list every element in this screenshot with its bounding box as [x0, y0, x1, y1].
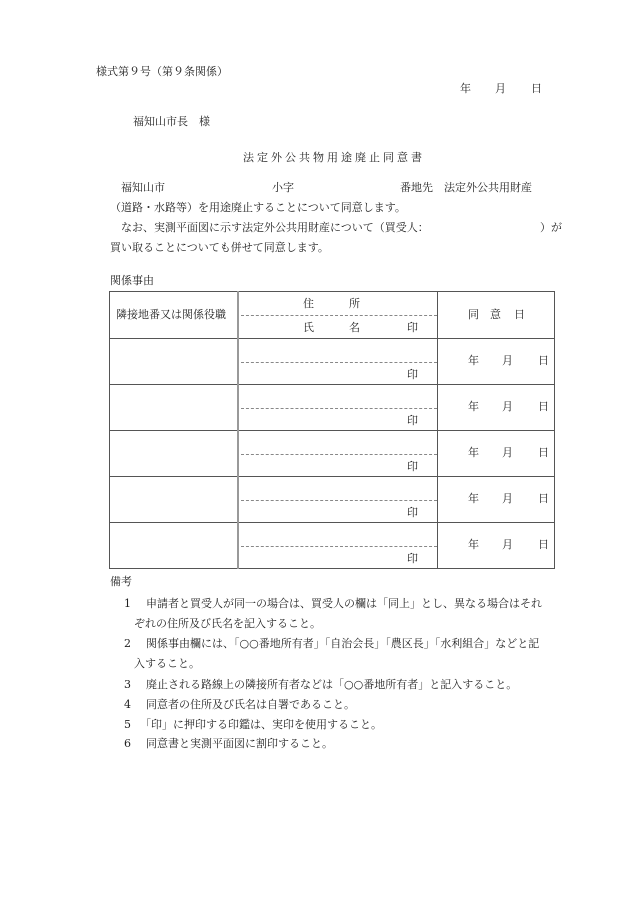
- date-cell[interactable]: [438, 339, 555, 385]
- header-address-1: 住: [303, 297, 314, 310]
- note-text: 「印」に押印する印鑑は、実印を使用すること。: [140, 718, 382, 731]
- header-relation-label: 隣接地番又は関係役職: [116, 308, 226, 321]
- body-line3-suffix: ）が: [540, 221, 562, 234]
- note-text-cont: 入すること。: [134, 657, 200, 670]
- note-number: 1: [124, 597, 131, 610]
- header-address-2: 所: [349, 297, 360, 310]
- relation-cell[interactable]: [110, 385, 239, 431]
- dashed-divider: [241, 454, 437, 455]
- header-date-1: 同: [468, 308, 479, 321]
- date-cell[interactable]: [438, 431, 555, 477]
- header-agree-date: [438, 292, 555, 339]
- date-cell[interactable]: [438, 523, 555, 569]
- header-name-2: 名: [349, 321, 360, 334]
- row-day: 日: [538, 492, 549, 505]
- address-name-cell[interactable]: [238, 339, 438, 385]
- address-name-cell[interactable]: [238, 431, 438, 477]
- dashed-divider: [241, 546, 437, 547]
- note-number: 3: [124, 678, 131, 691]
- row-day: 日: [538, 354, 549, 367]
- form-number: 様式第９号（第９条関係）: [96, 65, 228, 78]
- header-relation: [110, 292, 239, 339]
- body-koaza: 小字: [272, 181, 294, 194]
- table-row: [110, 339, 555, 385]
- relation-cell[interactable]: [110, 477, 239, 523]
- seal-mark: 印: [407, 368, 418, 381]
- note-number: 5: [124, 718, 131, 731]
- row-month: 月: [502, 446, 513, 459]
- relation-cell[interactable]: [110, 339, 239, 385]
- date-cell[interactable]: [438, 477, 555, 523]
- note-text: 廃止される路線上の隣接所有者などは「○○番地所有者」と記入すること。: [146, 678, 518, 691]
- row-year: 年: [468, 446, 479, 459]
- note-text: 申請者と買受人が同一の場合は、買受人の欄は「同上」とし、異なる場合はそれ: [146, 597, 542, 610]
- notes-label: 備考: [110, 575, 132, 588]
- row-year: 年: [468, 538, 479, 551]
- body-line4: 買い取ることについても併せて同意します。: [110, 241, 329, 254]
- table-row: [110, 523, 555, 569]
- date-cell[interactable]: [438, 385, 555, 431]
- seal-mark: 印: [407, 460, 418, 473]
- table-row: [110, 385, 555, 431]
- table-header-row: [110, 292, 555, 339]
- note-text: 関係事由欄には、「○○番地所有者」「自治会長」「農区長」「水利組合」などと記: [146, 637, 540, 650]
- row-day: 日: [538, 446, 549, 459]
- seal-mark: 印: [407, 414, 418, 427]
- address-name-cell[interactable]: [238, 523, 438, 569]
- dashed-divider: [241, 500, 437, 501]
- header-address-name: [238, 292, 438, 339]
- row-month: 月: [502, 354, 513, 367]
- body-banchi: 番地先 法定外公共用財産: [400, 181, 532, 194]
- note-number: 4: [124, 698, 131, 711]
- relation-cell[interactable]: [110, 431, 239, 477]
- body-line2: （道路・水路等）を用途廃止することについて同意します。: [110, 201, 406, 214]
- date-day: 日: [531, 82, 542, 95]
- row-year: 年: [468, 400, 479, 413]
- row-day: 日: [538, 400, 549, 413]
- header-date-3: 日: [514, 308, 525, 321]
- header-seal: 印: [407, 321, 418, 334]
- row-day: 日: [538, 538, 549, 551]
- seal-mark: 印: [407, 552, 418, 565]
- note-text: 同意書と実測平面図に割印すること。: [146, 737, 333, 750]
- address-name-cell[interactable]: [238, 477, 438, 523]
- row-year: 年: [468, 354, 479, 367]
- date-year: 年: [460, 82, 471, 95]
- addressee: 福知山市長 様: [133, 115, 210, 128]
- section-label: 関係事由: [110, 274, 154, 287]
- table-row: [110, 477, 555, 523]
- note-number: 6: [124, 737, 131, 750]
- row-month: 月: [502, 492, 513, 505]
- row-month: 月: [502, 400, 513, 413]
- dashed-divider: [241, 408, 437, 409]
- note-text-cont: ぞれの住所及び氏名を記入すること。: [134, 617, 321, 630]
- relation-cell[interactable]: [110, 523, 239, 569]
- consent-table: [109, 291, 555, 569]
- dashed-divider: [241, 362, 437, 363]
- note-text: 同意者の住所及び氏名は自署であること。: [146, 698, 355, 711]
- document-title: 法定外公共物用途廃止同意書: [243, 151, 425, 164]
- dashed-divider: [241, 315, 437, 316]
- date-month: 月: [495, 82, 506, 95]
- row-year: 年: [468, 492, 479, 505]
- header-date-2: 意: [490, 308, 501, 321]
- body-line3-prefix: なお、実測平面図に示す法定外公共用財産について（買受人：: [121, 221, 429, 234]
- table-row: [110, 431, 555, 477]
- address-name-cell[interactable]: [238, 385, 438, 431]
- seal-mark: 印: [407, 506, 418, 519]
- body-city: 福知山市: [121, 181, 165, 194]
- row-month: 月: [502, 538, 513, 551]
- note-number: 2: [124, 637, 131, 650]
- header-name-1: 氏: [303, 321, 314, 334]
